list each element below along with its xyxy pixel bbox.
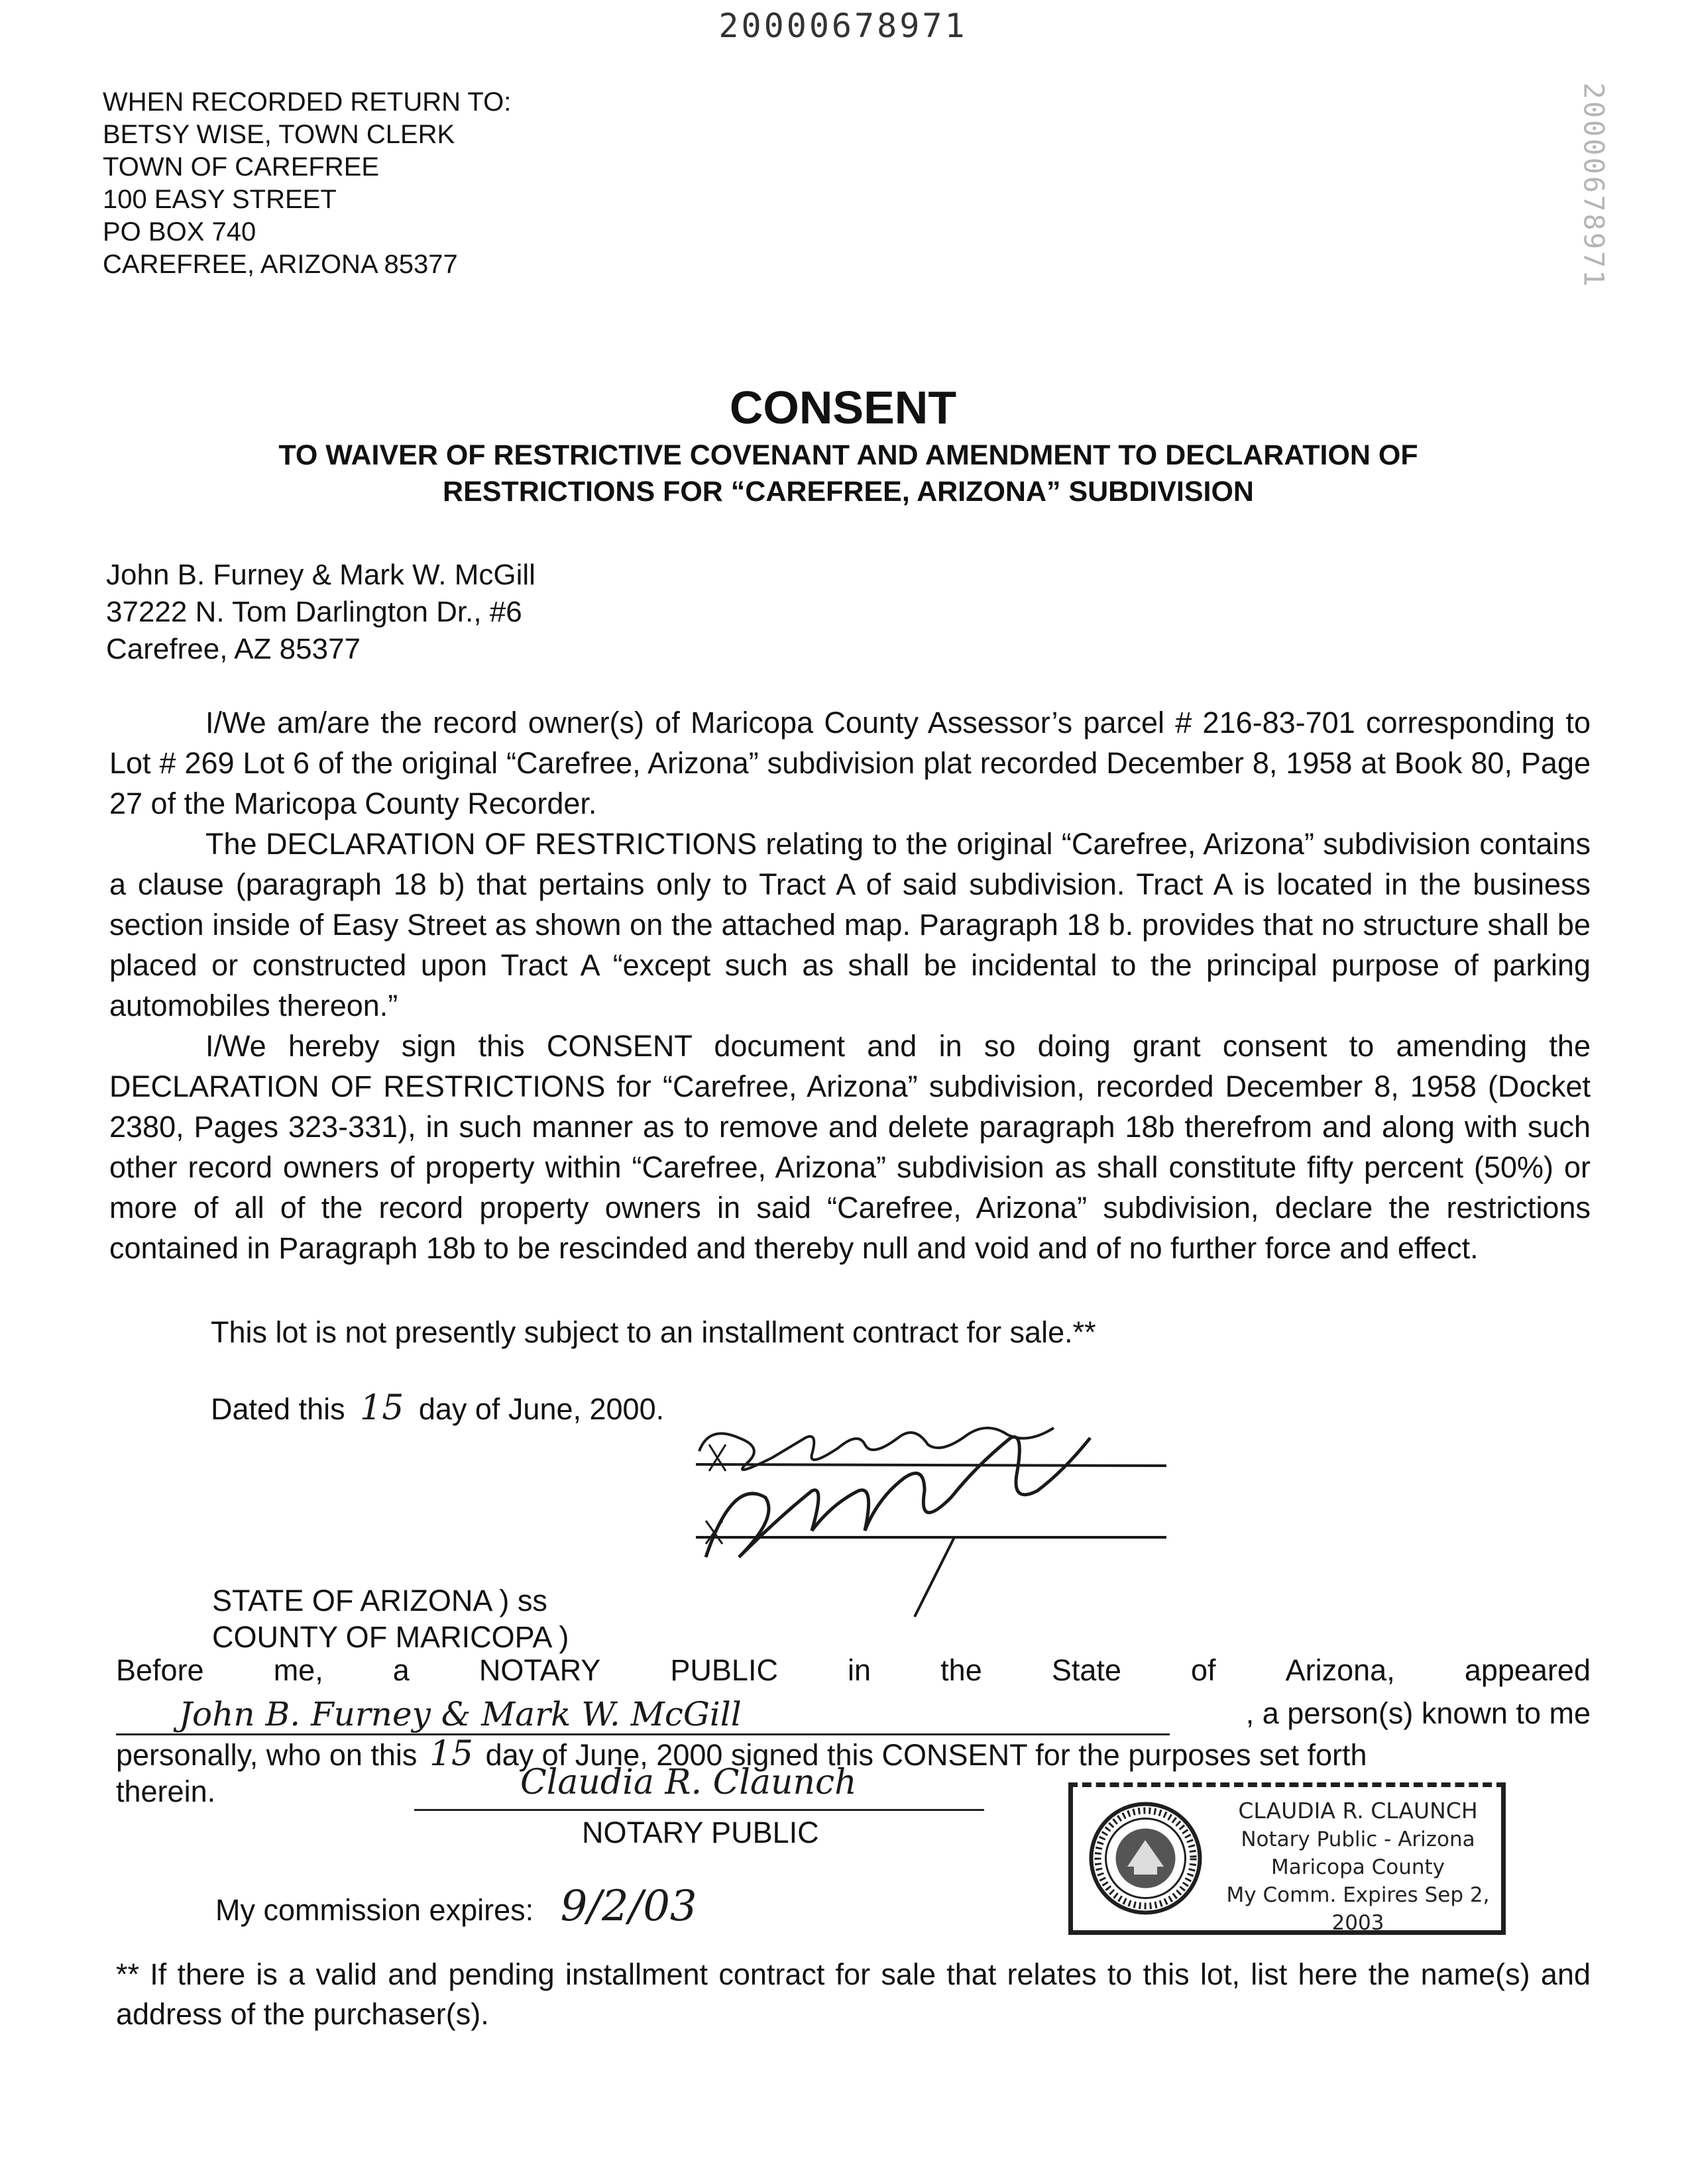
side-stamp-number: 20000678971 <box>1577 82 1610 289</box>
appeared-names: John B. Furney & Mark W. McGill <box>179 1695 742 1733</box>
notary-signature-line <box>414 1763 984 1811</box>
notary-seal <box>1068 1782 1506 1935</box>
dated-day: 15 <box>360 1388 404 1428</box>
subtitle-line: TO WAIVER OF RESTRICTIVE COVENANT AND AMENDMENT TO DECLARATION OF <box>278 439 1418 471</box>
seal-line: Maricopa County <box>1270 1855 1445 1879</box>
before-word: a <box>392 1653 410 1687</box>
before-word: in <box>848 1653 871 1687</box>
dated-suffix: day of June, 2000. <box>418 1392 665 1426</box>
owner-block <box>106 557 535 668</box>
seal-line: Notary Public - Arizona <box>1241 1828 1475 1851</box>
owner-names: John B. Furney & Mark W. McGill <box>106 559 535 591</box>
owner-address: 37222 N. Tom Darlington Dr., #6 <box>106 596 522 628</box>
before-word: State <box>1051 1653 1121 1687</box>
dated-line <box>211 1388 664 1428</box>
known-text: , a person(s) known to me <box>1245 1696 1591 1730</box>
commission-label: My commission expires: <box>215 1893 534 1927</box>
return-line: PO BOX 740 <box>103 217 256 246</box>
appeared-names-line <box>116 1696 1591 1736</box>
subtitle-line: RESTRICTIONS FOR “CAREFREE, ARIZONA” SUBDIVISION <box>443 476 1254 508</box>
state-seal-icon <box>1088 1800 1204 1916</box>
side-recording-stamp <box>1571 76 1617 295</box>
before-word: the <box>940 1653 982 1687</box>
seal-line: My Comm. Expires Sep 2, 2003 <box>1226 1883 1490 1935</box>
body-paragraph: The DECLARATION OF RESTRICTIONS relating to the original “Carefree, Arizona” subdivision contains a clause (paragraph 18 b) that pertains only to Tract A of said subdivision. Tract A is located in the business section inside of Easy Street as shown on the attached map. Paragraph 18 b. provides that no structure shall be placed or constructed upon Tract A “except such as shall be incidental to the principal purpose of parking automobiles thereon.” <box>109 827 1591 1022</box>
commission-date: 9/2/03 <box>560 1882 697 1931</box>
therein-text: therein. <box>116 1774 216 1808</box>
signature-scribbles <box>689 1405 1193 1630</box>
return-line: 100 EASY STREET <box>103 185 337 214</box>
installment-statement: This lot is not presently subject to an installment contract for sale.** <box>211 1315 1096 1349</box>
personally-day: 15 <box>429 1734 474 1774</box>
county-line: COUNTY OF MARICOPA ) <box>212 1620 569 1654</box>
document-number: 20000678971 <box>718 7 968 45</box>
document-title: CONSENT <box>729 382 957 433</box>
dated-prefix: Dated this <box>211 1392 345 1426</box>
return-line: TOWN OF CAREFREE <box>103 152 380 182</box>
commission-line <box>215 1882 697 1931</box>
before-word: Before <box>116 1653 204 1687</box>
return-line: CAREFREE, ARIZONA 85377 <box>103 250 458 279</box>
personally-prefix: personally, who on this <box>116 1738 418 1772</box>
return-line: WHEN RECORDED RETURN TO: <box>103 87 512 117</box>
seal-text <box>1215 1796 1500 1937</box>
document-subtitle <box>146 437 1551 510</box>
seal-name: CLAUDIA R. CLAUNCH <box>1238 1798 1478 1824</box>
before-me-line <box>116 1653 1591 1688</box>
before-word: NOTARY <box>478 1653 601 1687</box>
body-paragraph: I/We hereby sign this CONSENT document and in so doing grant consent to amending the DECLARATION OF RESTRICTIONS for “Carefree, Arizona” subdivision, recorded December 8, 1958 (Docket 2380, Pages 323-331), in such manner as to remove and delete paragraph 18b therefrom and along with such other record owners of property within “Carefree, Arizona” subdivision as shall constitute fifty percent (50%) or more of all of the record property owners in said “Carefree, Arizona” subdivision, declare the restrictions contained in Paragraph 18b to be rescinded and thereby null and void and of no further force and effect. <box>109 1029 1591 1265</box>
before-word: appeared <box>1464 1653 1591 1687</box>
before-word: PUBLIC <box>670 1653 778 1687</box>
before-word: Arizona, <box>1285 1653 1395 1687</box>
footnote: ** If there is a valid and pending installment contract for sale that relates to this lot, list here the name(s) and address of the purchaser(s). <box>116 1957 1591 2031</box>
return-address-block <box>103 86 511 281</box>
before-word: of <box>1191 1653 1216 1687</box>
consent-body <box>109 702 1591 1268</box>
notary-signature: Claudia R. Claunch <box>520 1763 857 1802</box>
personally-suffix: day of June, 2000 signed this CONSENT for the purposes set forth <box>485 1738 1367 1772</box>
owner-city: Carefree, AZ 85377 <box>106 633 361 665</box>
state-line: STATE OF ARIZONA ) ss <box>212 1584 547 1617</box>
return-line: BETSY WISE, TOWN CLERK <box>103 120 455 149</box>
notary-public-label: NOTARY PUBLIC <box>582 1816 819 1849</box>
before-word: me, <box>273 1653 323 1687</box>
owner-signatures <box>689 1405 1193 1630</box>
body-paragraph: I/We am/are the record owner(s) of Maricopa County Assessor’s parcel # 216-83-701 corresponding to Lot # 269 Lot 6 of the original “Carefree, Arizona” subdivision plat recorded December 8, 1958 at Book 80, Page 27 of the Maricopa County Recorder. <box>109 706 1591 820</box>
